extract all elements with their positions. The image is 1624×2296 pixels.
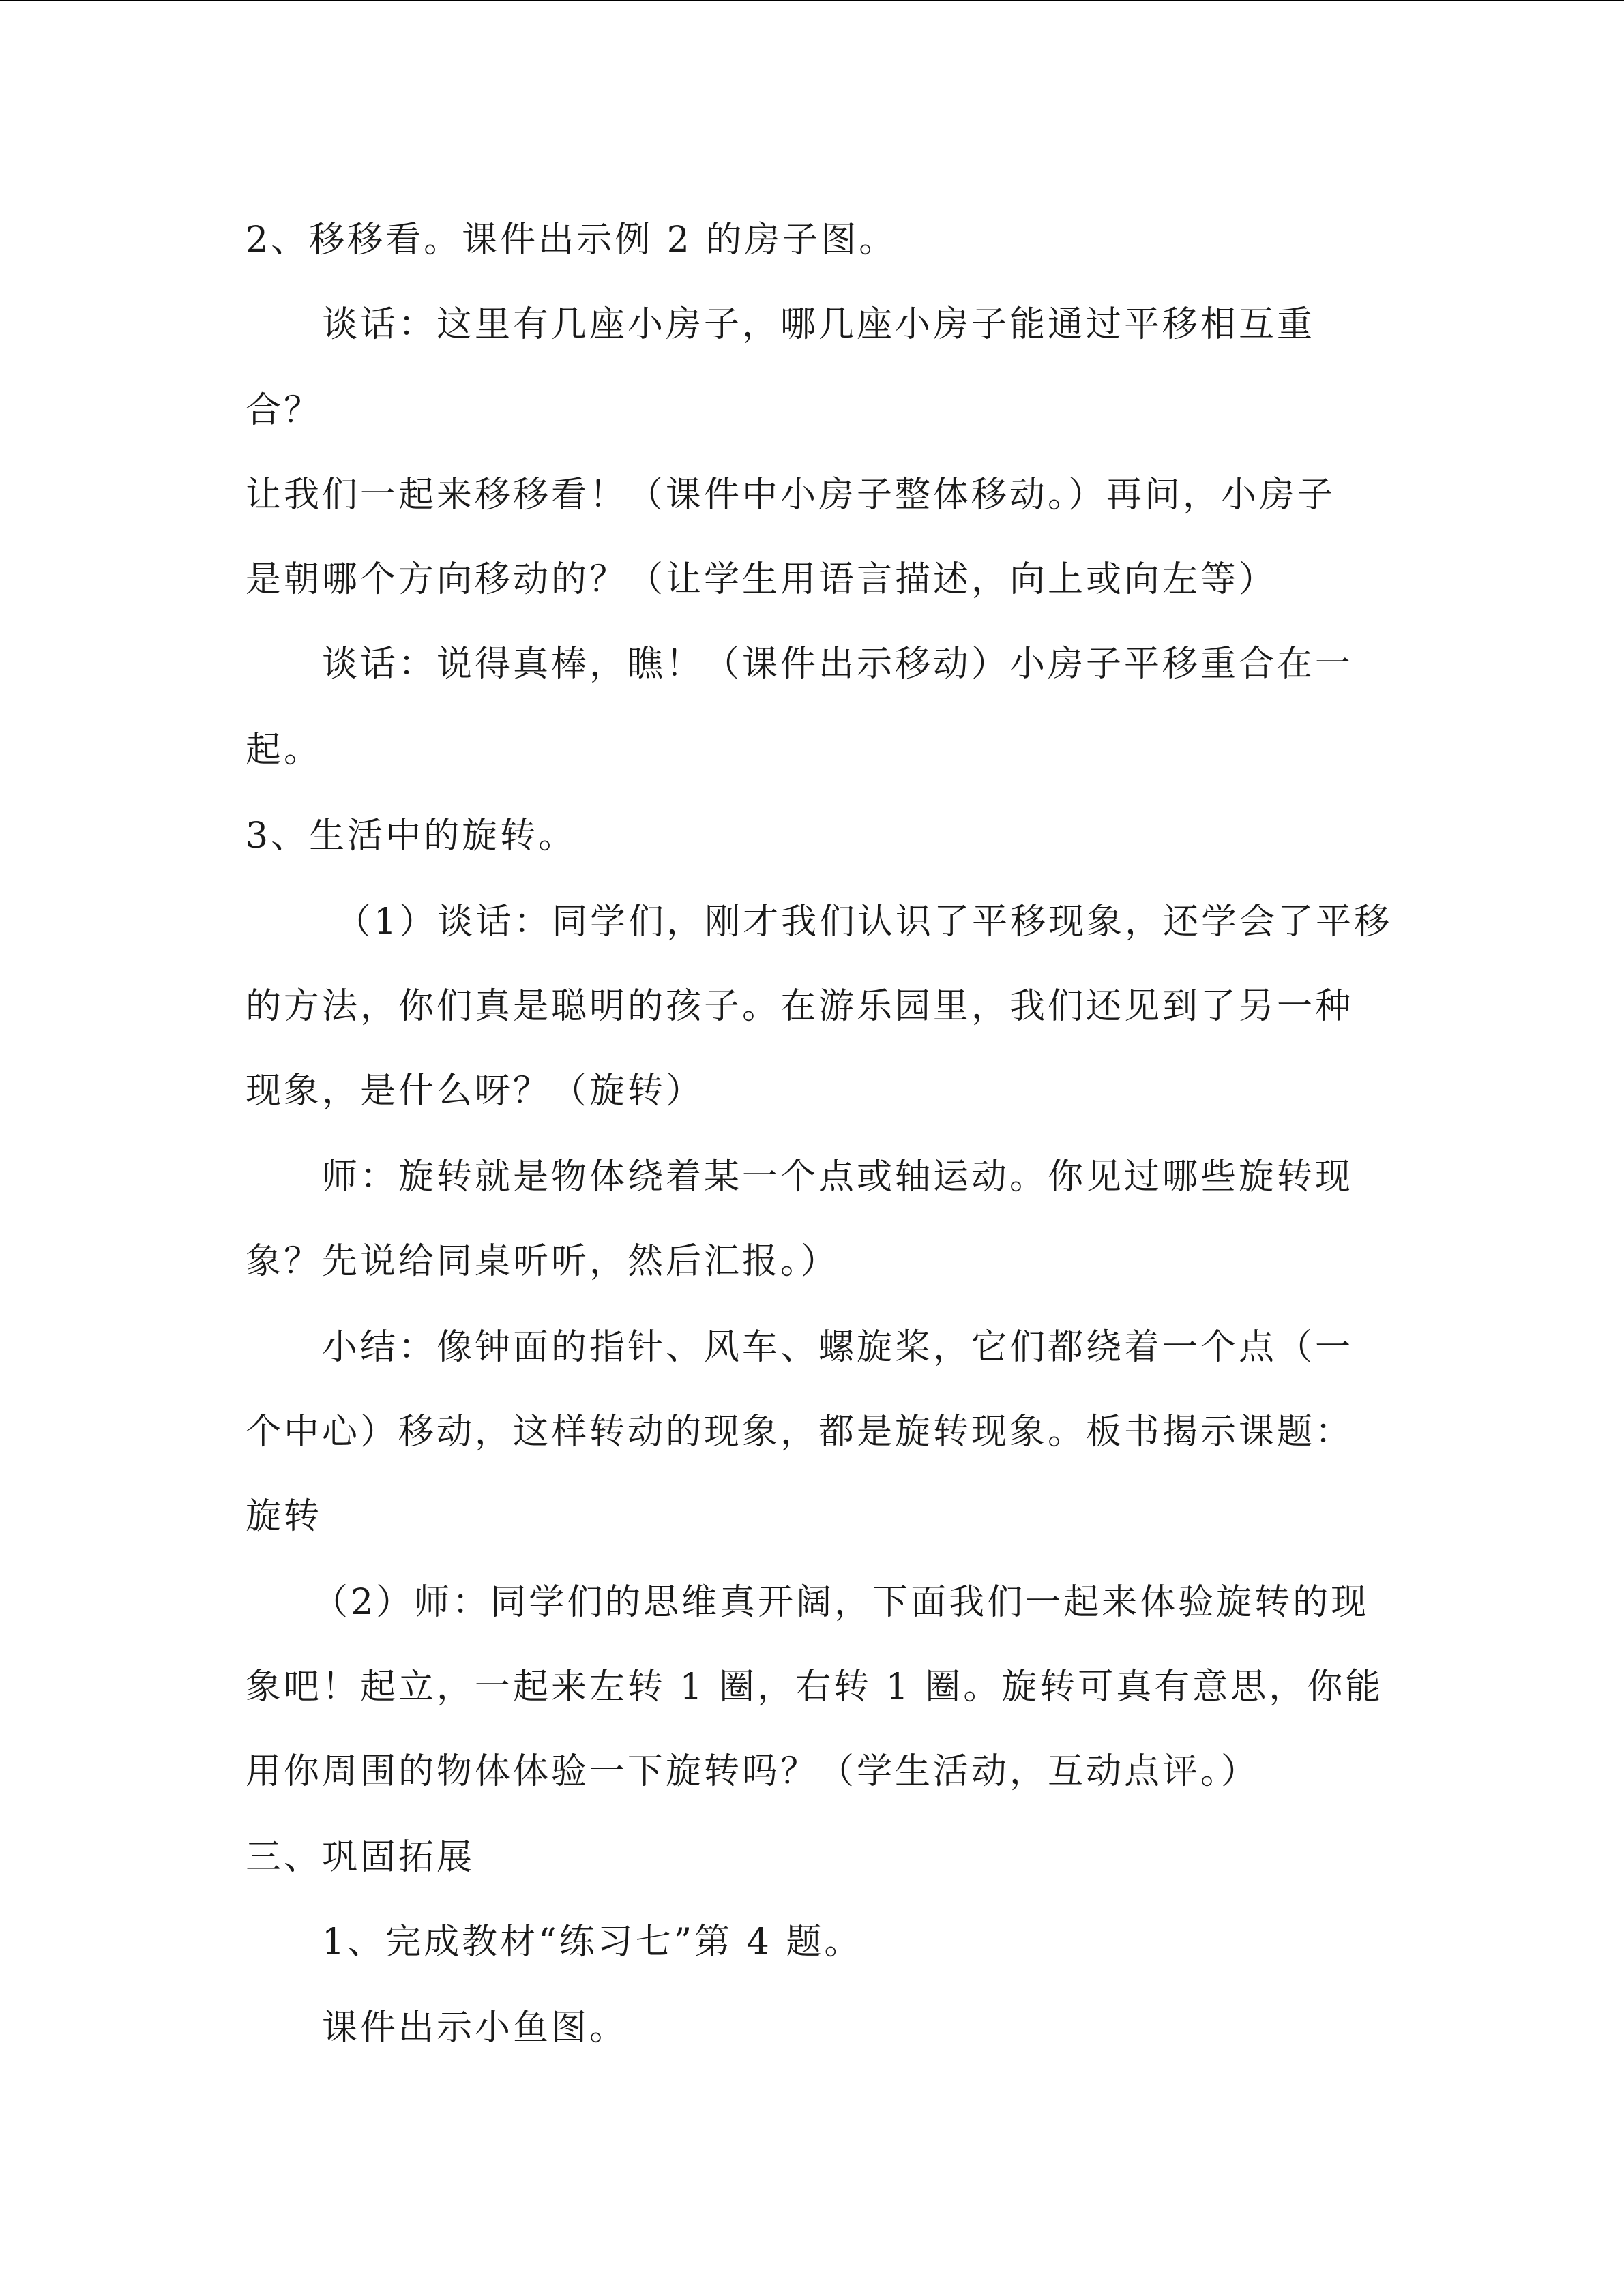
paragraph-line: 师：旋转就是物体绕着某一个点或轴运动。你见过哪些旋转现 <box>322 1157 1354 1197</box>
paragraph-line: 让我们一起来移移看！（课件中小房子整体移动。）再问，小房子 <box>246 475 1336 516</box>
page-top-border <box>0 0 1624 1</box>
paragraph-line: 小结：像钟面的指针、风车、螺旋桨，它们都绕着一个点（一 <box>322 1327 1354 1368</box>
paragraph-line: 合？ <box>246 390 323 431</box>
paragraph-line: 现象，是什么呀？（旋转） <box>246 1071 705 1112</box>
paragraph-line: 的方法，你们真是聪明的孩子。在游乐园里，我们还见到了另一种 <box>246 986 1354 1027</box>
paragraph-line: （2）师：同学们的思维真开阔，下面我们一起来体验旋转的现 <box>312 1582 1370 1623</box>
paragraph-line: 个中心）移动，这样转动的现象，都是旋转现象。板书揭示课题： <box>246 1412 1354 1452</box>
paragraph-line: 1、完成教材“练习七”第 4 题。 <box>322 1922 863 1963</box>
paragraph-line: 旋转 <box>246 1496 323 1537</box>
section-heading-move: 2、移移看。课件出示例 2 的房子图。 <box>246 220 898 260</box>
section-heading-rotation: 3、生活中的旋转。 <box>246 816 577 856</box>
paragraph-line: 起。 <box>246 730 323 771</box>
paragraph-line: 象吧！起立，一起来左转 1 圈，右转 1 圈。旋转可真有意思，你能 <box>246 1667 1384 1708</box>
paragraph-line: 是朝哪个方向移动的？（让学生用语言描述，向上或向左等） <box>246 559 1278 600</box>
paragraph-line: （1）谈话：同学们，刚才我们认识了平移现象，还学会了平移 <box>336 901 1393 942</box>
paragraph-line: 用你周围的物体体验一下旋转吗？（学生活动，互动点评。） <box>246 1751 1260 1792</box>
paragraph-line: 谈话：这里有几座小房子，哪几座小房子能通过平移相互重 <box>322 304 1316 345</box>
paragraph-line: 象？先说给同桌听听，然后汇报。） <box>246 1241 840 1282</box>
section-heading-consolidate: 三、巩固拓展 <box>246 1837 475 1878</box>
paragraph-line: 谈话：说得真棒，瞧！（课件出示移动）小房子平移重合在一 <box>322 644 1354 685</box>
paragraph-line: 课件出示小鱼图。 <box>322 2008 628 2048</box>
